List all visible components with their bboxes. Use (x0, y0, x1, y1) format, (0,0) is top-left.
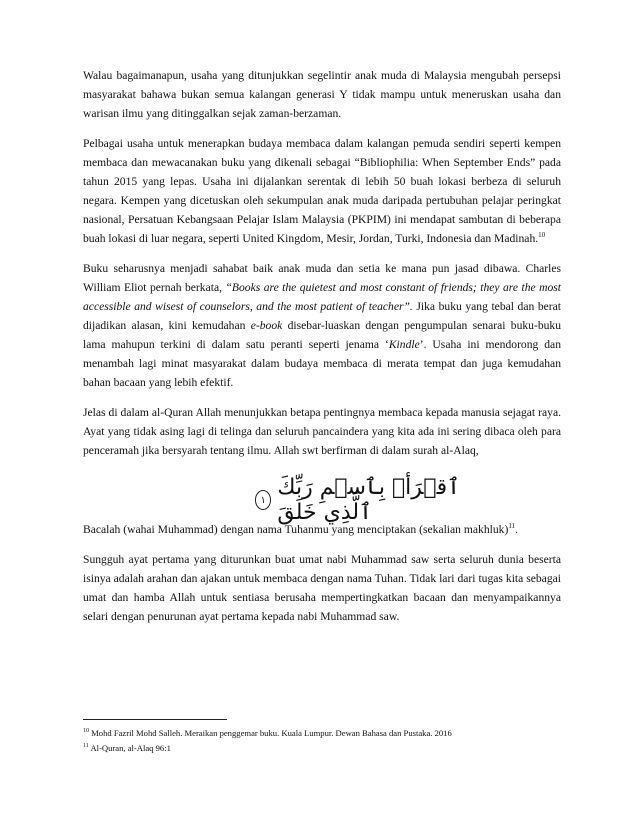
eliot-quote: “Books are the quietest and most constant of friends; they are the most accessible and wisest of counselors, and the most patient of teacher”. (83, 281, 561, 313)
footnote-11 (83, 741, 561, 756)
quran-verse-text: ٱقۡرَأۡ بِٱسۡمِ رَبِّكَ ٱلَّذِي خَلَقَ (277, 475, 461, 525)
paragraph-1-text: Walau bagaimanapun, usaha yang ditunjukkan segelintir anak muda di Malaysia mengubah persepsi masyarakat bahawa bukan semua kalangan generasi Y tidak mampu untuk meneruskan usaha dan warisan ilmu yang ditinggalkan sejak zaman-berzaman. (83, 69, 561, 120)
paragraph-2 (83, 134, 561, 248)
verse-number-marker: ١ (255, 490, 271, 510)
ebook-term: e-book (250, 319, 283, 332)
quran-verse (255, 475, 505, 525)
paragraph-4-text: Jelas di dalam al-Quran Allah menunjukkan betapa pentingnya membaca kepada manusia sejagat raya. Ayat yang tidak asing lagi di telinga dan seluruh pancaindera yang kita ada ini sering dibaca oleh para penceramah jika bersyarah tentang ilmu. Allah swt berfirman di dalam surah al-Alaq, (83, 406, 561, 457)
paragraph-3 (83, 259, 561, 392)
footnote-number: 10 (83, 728, 89, 735)
footnote-ref-10: 10 (538, 231, 546, 240)
paragraph-6 (83, 550, 561, 626)
body-text-continued (83, 520, 561, 637)
body-text (83, 66, 561, 471)
paragraph-6-text: Sungguh ayat pertama yang diturunkan buat umat nabi Muhammad saw serta seluruh dunia beserta isinya adalah arahan dan ajakan untuk membaca dengan nama Tuhan. Tidak lari dari tugas kita sebagai umat dan hamba Allah untuk sentiasa berusaha mempertingkatkan bacaan dan menyampaikannya selari dengan penurunan ayat pertama kepada nabi Muhammad saw. (83, 553, 561, 623)
footnote-divider (83, 719, 227, 720)
footnote-ref-11: 11 (508, 522, 516, 531)
paragraph-4 (83, 403, 561, 460)
verse-translation: Bacalah (wahai Muhammad) dengan nama Tuhanmu yang menciptakan (sekalian makhluk) (83, 523, 509, 536)
kindle-term: Kindle (388, 338, 420, 351)
footnote-text: Mohd Fazril Mohd Salleh. Meraikan penggemar buku. Kuala Lumpur. Dewan Bahasa dan Pustaka. 2016 (91, 728, 452, 738)
footnote-text: Al-Quran, al-Alaq 96:1 (90, 743, 171, 753)
paragraph-1 (83, 66, 561, 123)
paragraph-3-text-d: ’. Usaha ini mendorong dan menambah lagi minat masyarakat dalam budaya membaca di merata tempat dan juga kemudahan bahan bacaan yang lebih efektif. (83, 338, 561, 389)
paragraph-3-text-c: disebar-luaskan dengan pengumpulan senarai buku-buku lama mahupun terkini di dalam satu peranti seperti jenama ‘ (83, 319, 562, 351)
footnote-number: 11 (83, 743, 89, 750)
paragraph-3-text-b: Jika buku yang tebal dan berat dijadikan alasan, kini kemudahan (83, 300, 561, 332)
paragraph-3-text-a: Buku seharusnya menjadi sahabat baik anak muda dan setia ke mana pun jasad dibawa. Charles William Eliot pernah berkata, (83, 262, 561, 294)
paragraph-2-text: Pelbagai usaha untuk menerapkan budaya membaca dalam kalangan pemuda sendiri seperti kempen membaca dan mewacanakan buku yang dikenali sebagai “Bibliophilia: When September Ends” pada tahun 2015 yang lepas. Usaha ini dijalankan serentak di lebih 50 buah lokasi berbeza di seluruh negara. Kempen yang dicetuskan oleh sekumpulan anak muda daripada pertubuhan pelajar peringkat nasional, Persatuan Kebangsaan Pelajar Islam Malaysia (PKPIM) ini mendapat sambutan di beberapa buah lokasi di luar negara, seperti United Kingdom, Mesir, Jordan, Turki, Indonesia dan Madinah. (83, 137, 561, 245)
paragraph-5-end: . (515, 523, 518, 536)
footnote-10 (83, 726, 561, 741)
paragraph-5 (83, 520, 561, 539)
footnotes (83, 726, 561, 756)
